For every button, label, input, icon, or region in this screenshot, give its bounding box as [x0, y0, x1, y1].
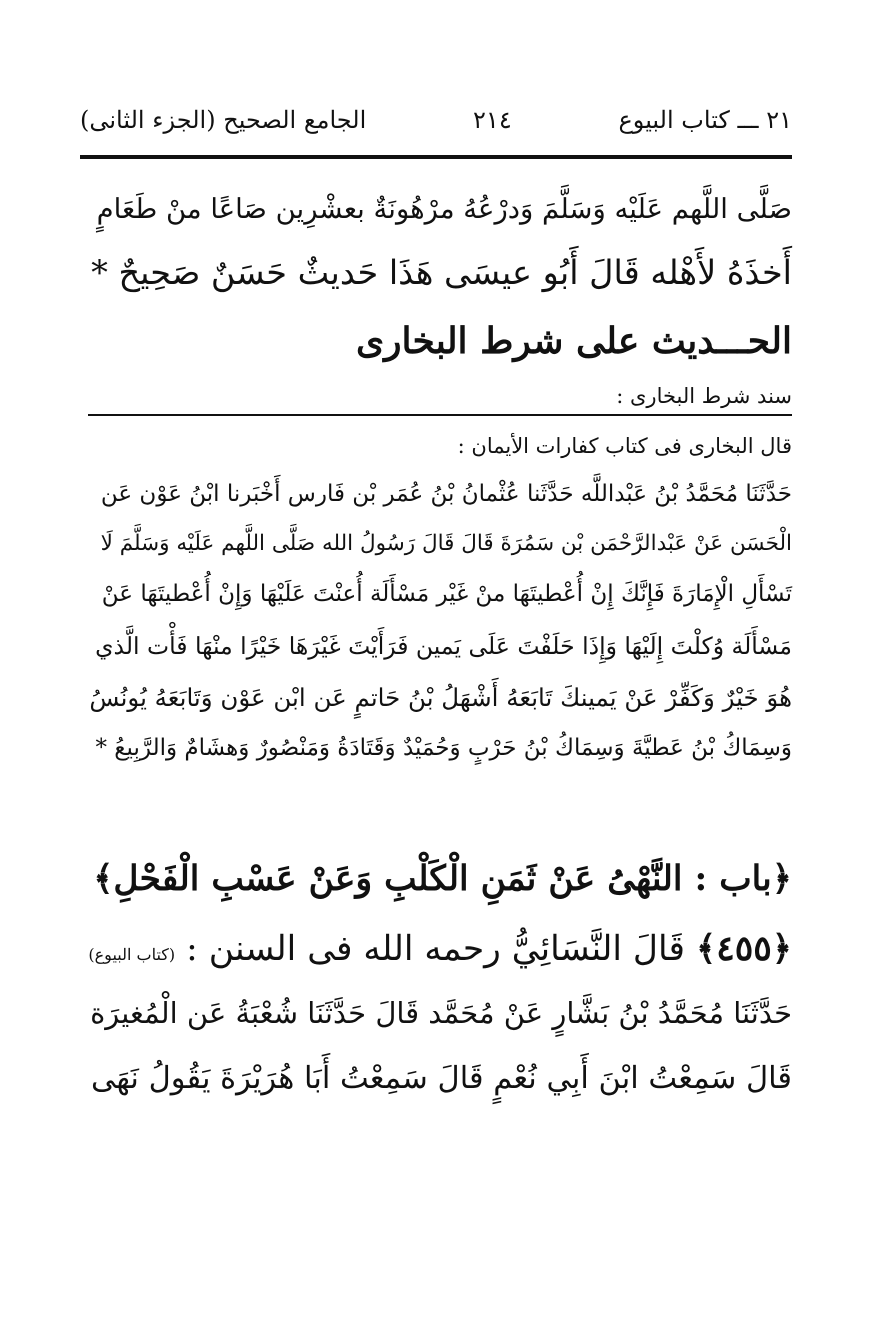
- chapter-title: ﴿باب : النَّهْىُ عَنْ ثَمَنِ الْكَلْبِ وَعَنْ عَسْبِ الْفَحْلِ﴾: [93, 859, 792, 899]
- hadith-line: تَسْأَلِ الْإِمَارَةَ فَإِنَّكَ إِنْ أُعْطيتَهَا منْ غَيْر مَسْأَلَة أُعنْتَ عَلَيْهَا وَإِنْ أُعْطيتَهَا عَنْ: [101, 581, 792, 607]
- sanad-label: سند شرط البخارى :: [616, 384, 792, 408]
- intro-line: قال البخارى فى كتاب كفارات الأيمان :: [457, 434, 792, 458]
- text-line: أَخذَهُ لأَهْله قَالَ أَبُو عيسَى هَذَا حَديثٌ حَسَنٌ صَحِيحٌ *: [91, 253, 792, 292]
- hadith-line: هُوَ خَيْرٌ وَكَفِّرْ عَنْ يَمينكَ تَابَعَهُ أَشْهَلُ بْنُ حَاتمٍ عَن ابْن عَوْن وَتَابَعَهُ يُونُسُ: [89, 683, 792, 712]
- hadith-line: حَدَّثَنَا مُحَمَّدُ بْنُ عَبْداللَّه حَدَّثَنا عُثْمانُ بْنُ عُمَر بْن فَارس أَخْبَرنا ابْنُ عَوْن عَن: [100, 481, 792, 507]
- narrator-line: قَالَ النَّسَائِيُّ رحمه الله فى السنن :: [186, 929, 685, 969]
- text-line: حَدَّثَنَا مُحَمَّدُ بْنُ بَشَّارٍ عَنْ مُحَمَّد قَالَ حَدَّثَنَا شُعْبَةُ عَن الْمُغيرَة: [90, 996, 792, 1030]
- page-number: ٢١٤: [473, 106, 512, 134]
- section-heading: الحـــديث على شرط البخارى: [355, 320, 792, 362]
- text-line: صَلَّى اللَّهم عَلَيْه وَسَلَّمَ وَدرْعُهُ مرْهُونَةٌ بعشْرِين صَاعًا منْ طَعَامٍ: [96, 193, 792, 225]
- running-header: [80, 100, 792, 140]
- hadith-line: الْحَسَن عَنْ عَبْدالرَّحْمَن بْن سَمُرَةَ قَالَ قَالَ رَسُولُ الله صَلَّى اللَّهم عَلَيْه وَسَلَّمَ لَا: [100, 531, 792, 556]
- source-reference: (كتاب البيوع): [88, 945, 176, 964]
- sanad-label-container: [88, 382, 792, 416]
- hadith-header: [88, 926, 792, 978]
- hadith-number: ﴿٤٥٥﴾: [695, 929, 792, 969]
- hadith-line: مَسْأَلَة وُكلْتَ إِلَيْهَا وَإِذَا حَلَفْتَ عَلَى يَمين فَرَأَيْتَ غَيْرَهَا خَيْرًا منْهَا فَأْت الَّذي: [95, 632, 792, 660]
- hadith-line: وَسِمَاكُ بْنُ عَطيَّةَ وَسِمَاكُ بْنُ حَرْبٍ وَحُمَيْدٌ وَقَتَادَةُ وَمَنْصُورٌ وَهشَامٌ وَالرَّبِيعُ *: [95, 735, 792, 761]
- header-rule: [80, 155, 792, 159]
- header-book-title: الجامع الصحيح (الجزء الثانى): [80, 106, 367, 134]
- header-chapter: ٢١ ـــ كتاب البيوع: [618, 106, 792, 134]
- text-line: قَالَ سَمِعْتُ ابْنَ أَبِي نُعْمٍ قَالَ سَمِعْتُ أَبَا هُرَيْرَةَ يَقُولُ نَهَى: [90, 1061, 792, 1096]
